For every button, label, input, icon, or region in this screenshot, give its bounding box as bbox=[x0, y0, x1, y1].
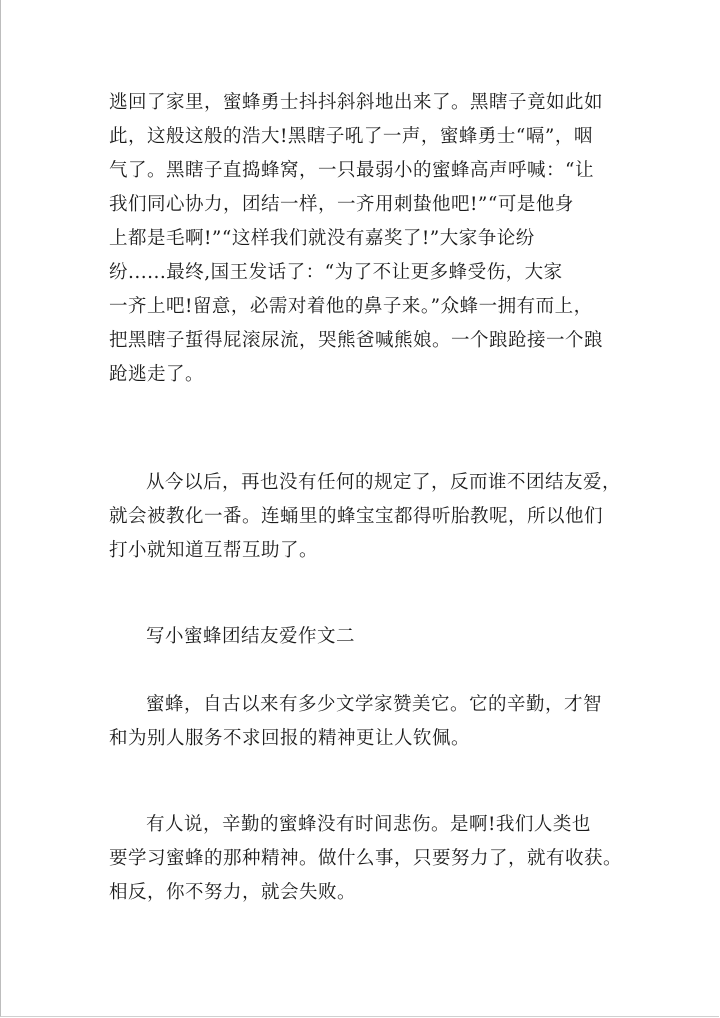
paragraph-conclusion bbox=[109, 466, 622, 568]
text-line: 跄逃走了。 bbox=[109, 364, 205, 385]
text-line: 一齐上吧!留意，必需对着他的鼻子来。”众蜂一拥有而上， bbox=[109, 296, 593, 317]
paragraph-intro bbox=[109, 688, 611, 756]
text-line: 我们同心协力，团结一样，一齐用刺蛰他吧!”“可是他身 bbox=[109, 194, 574, 215]
text-line: 气了。黑瞎子直捣蜂窝，一只最弱小的蜜蜂高声呼喊：“让 bbox=[109, 160, 594, 181]
text-line: 把黑瞎子蜇得屁滚尿流，哭熊爸喊熊娘。一个踉跄接一个踉 bbox=[109, 330, 604, 351]
text-line: 相反，你不努力，就会失败。 bbox=[109, 882, 357, 903]
text-line: 打小就知道互帮互助了。 bbox=[109, 540, 319, 561]
text-line: 从今以后，再也没有任何的规定了，反而谁不团结友爱， bbox=[146, 472, 622, 493]
paragraph-body bbox=[109, 808, 623, 910]
essay-title: 写小蜜蜂团结友爱作文二 bbox=[146, 626, 356, 647]
text-line: 此，这般这般的浩大!黑瞎子吼了一声，蜜蜂勇士“嗝”，咽 bbox=[109, 126, 593, 147]
text-line: 上都是毛啊!”“这样我们就没有嘉奖了!”大家争论纷 bbox=[109, 228, 535, 249]
text-line: 就会被教化一番。连蛹里的蜂宝宝都得听胎教呢，所以他们 bbox=[109, 506, 604, 527]
text-line: 要学习蜜蜂的那种精神。做什么事，只要努力了，就有收获。 bbox=[109, 848, 623, 869]
essay-heading bbox=[109, 620, 611, 654]
text-line: 逃回了家里，蜜蜂勇士抖抖斜斜地出来了。黑瞎子竟如此如 bbox=[109, 92, 604, 113]
text-line: 纷......最终,国王发话了：“为了不让更多蜂受伤，大家 bbox=[109, 262, 563, 283]
text-line: 和为别人服务不求回报的精神更让人钦佩。 bbox=[109, 728, 471, 749]
paragraph-story-ending bbox=[109, 86, 611, 392]
text-line: 有人说，辛勤的蜜蜂没有时间悲伤。是啊!我们人类也 bbox=[146, 814, 591, 835]
text-line: 蜜蜂，自古以来有多少文学家赞美它。它的辛勤，才智 bbox=[146, 694, 603, 715]
